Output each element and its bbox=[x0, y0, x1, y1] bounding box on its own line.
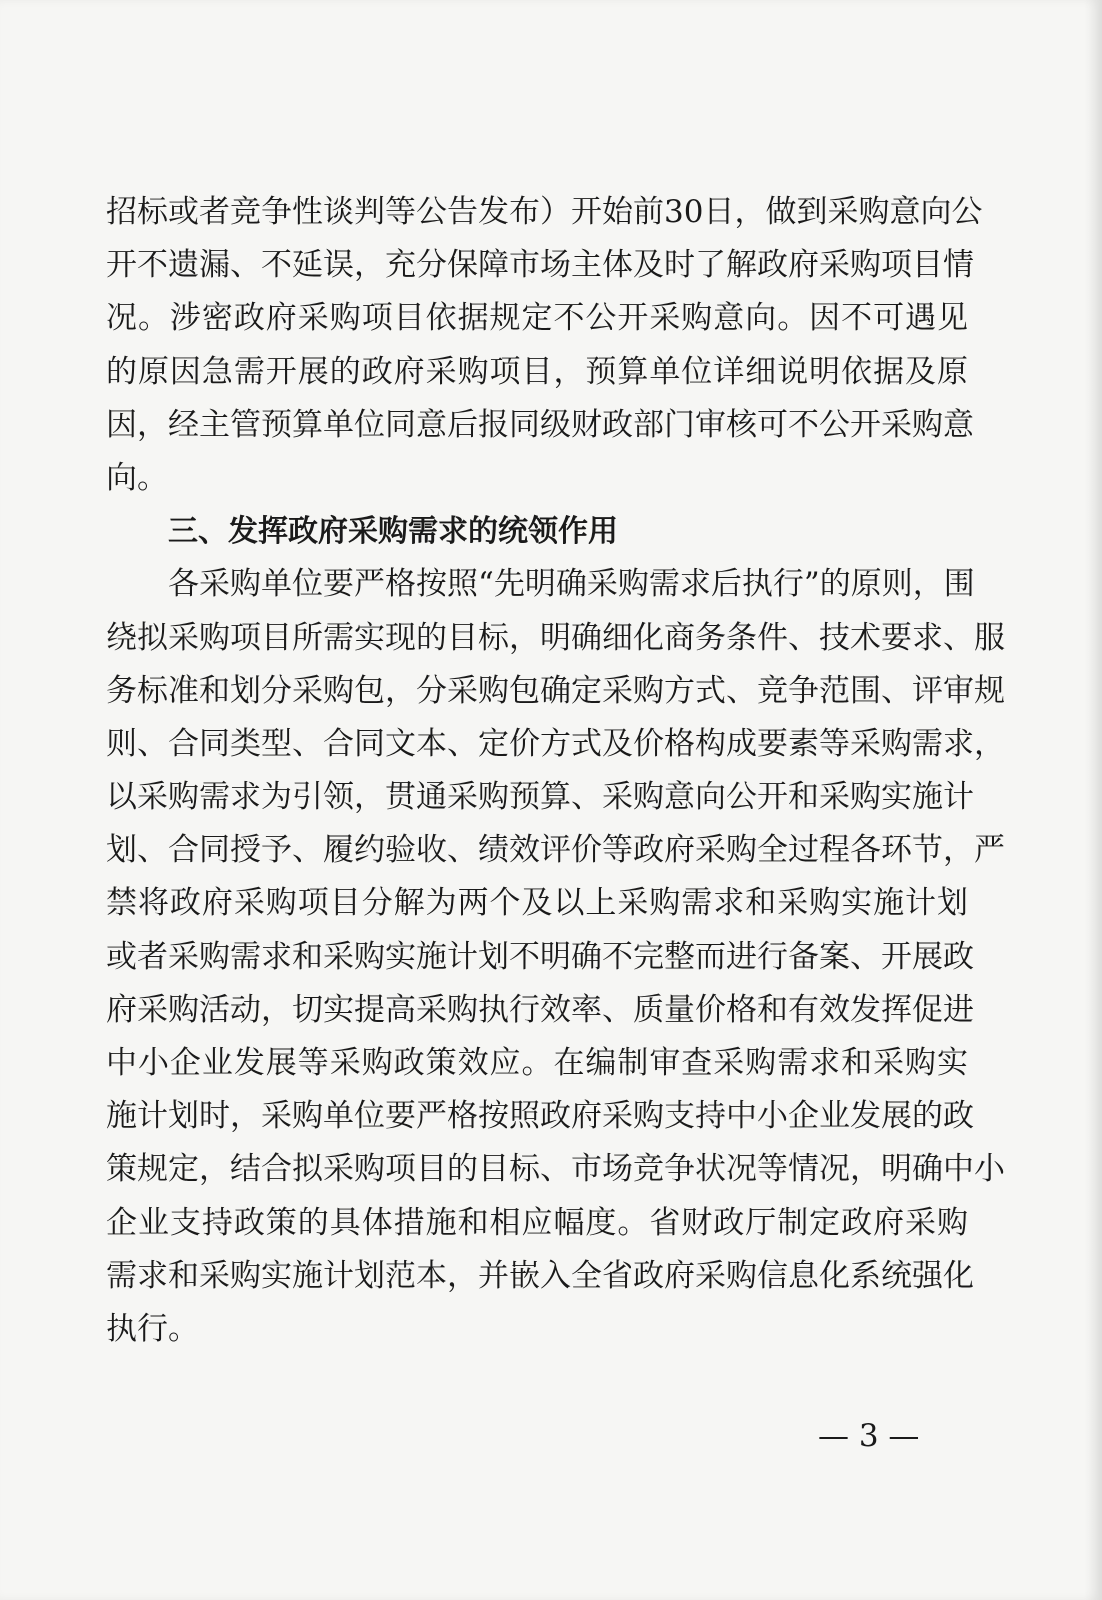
text-line: 招标或者竞争性谈判等公告发布）开始前30日，做到采购意向公 bbox=[106, 194, 983, 230]
text-line: 需求和采购实施计划范本，并嵌入全省政府采购信息化系统强化 bbox=[106, 1257, 974, 1294]
text-line: 各采购单位要严格按照“先明确采购需求后执行”的原则，围 bbox=[168, 566, 975, 603]
text-line: 的原因急需开展的政府采购项目，预算单位详细说明依据及原 bbox=[106, 353, 968, 390]
scan-edge-shadow bbox=[1084, 0, 1102, 1600]
section-heading: 三、发挥政府采购需求的统领作用 bbox=[168, 514, 618, 550]
text-line: 划、合同授予、履约验收、绩效评价等政府采购全过程各环节，严 bbox=[106, 832, 1005, 869]
text-line: 开不遗漏、不延误，充分保障市场主体及时了解政府采购项目情 bbox=[106, 247, 974, 284]
text-line: 策规定，结合拟采购项目的目标、市场竞争状况等情况，明确中小 bbox=[106, 1151, 1005, 1188]
text-line: 禁将政府采购项目分解为两个及以上采购需求和采购实施计划 bbox=[106, 885, 968, 922]
text-line: 或者采购需求和采购实施计划不明确不完整而进行备案、开展政 bbox=[106, 938, 974, 975]
text-line: 中小企业发展等采购政策效应。在编制审查采购需求和采购实 bbox=[106, 1045, 968, 1081]
text-line: 务标准和划分采购包，分采购包确定采购方式、竞争范围、评审规 bbox=[106, 672, 1005, 709]
text-line: 执行。 bbox=[106, 1310, 199, 1347]
text-line: 况。涉密政府采购项目依据规定不公开采购意向。因不可遇见 bbox=[106, 300, 968, 337]
text-line: 向。 bbox=[106, 459, 168, 496]
text-line: 以采购需求为引领，贯通采购预算、采购意向公开和采购实施计 bbox=[106, 779, 974, 816]
text-line: 府采购活动，切实提高采购执行效率、质量价格和有效发挥促进 bbox=[106, 991, 974, 1028]
text-line: 绕拟采购项目所需实现的目标，明确细化商务条件、技术要求、服 bbox=[106, 619, 1005, 656]
text-line: 企业支持政策的具体措施和相应幅度。省财政厅制定政府采购 bbox=[106, 1204, 968, 1241]
document-body bbox=[106, 186, 1005, 1356]
text-line: 则、合同类型、合同文本、定价方式及价格构成要素等采购需求， bbox=[106, 725, 1005, 762]
text-line: 因，经主管预算单位同意后报同级财政部门审核可不公开采购意 bbox=[106, 406, 974, 443]
page-number: — 3 — bbox=[818, 1418, 920, 1454]
text-line: 施计划时，采购单位要严格按照政府采购支持中小企业发展的政 bbox=[106, 1098, 974, 1135]
